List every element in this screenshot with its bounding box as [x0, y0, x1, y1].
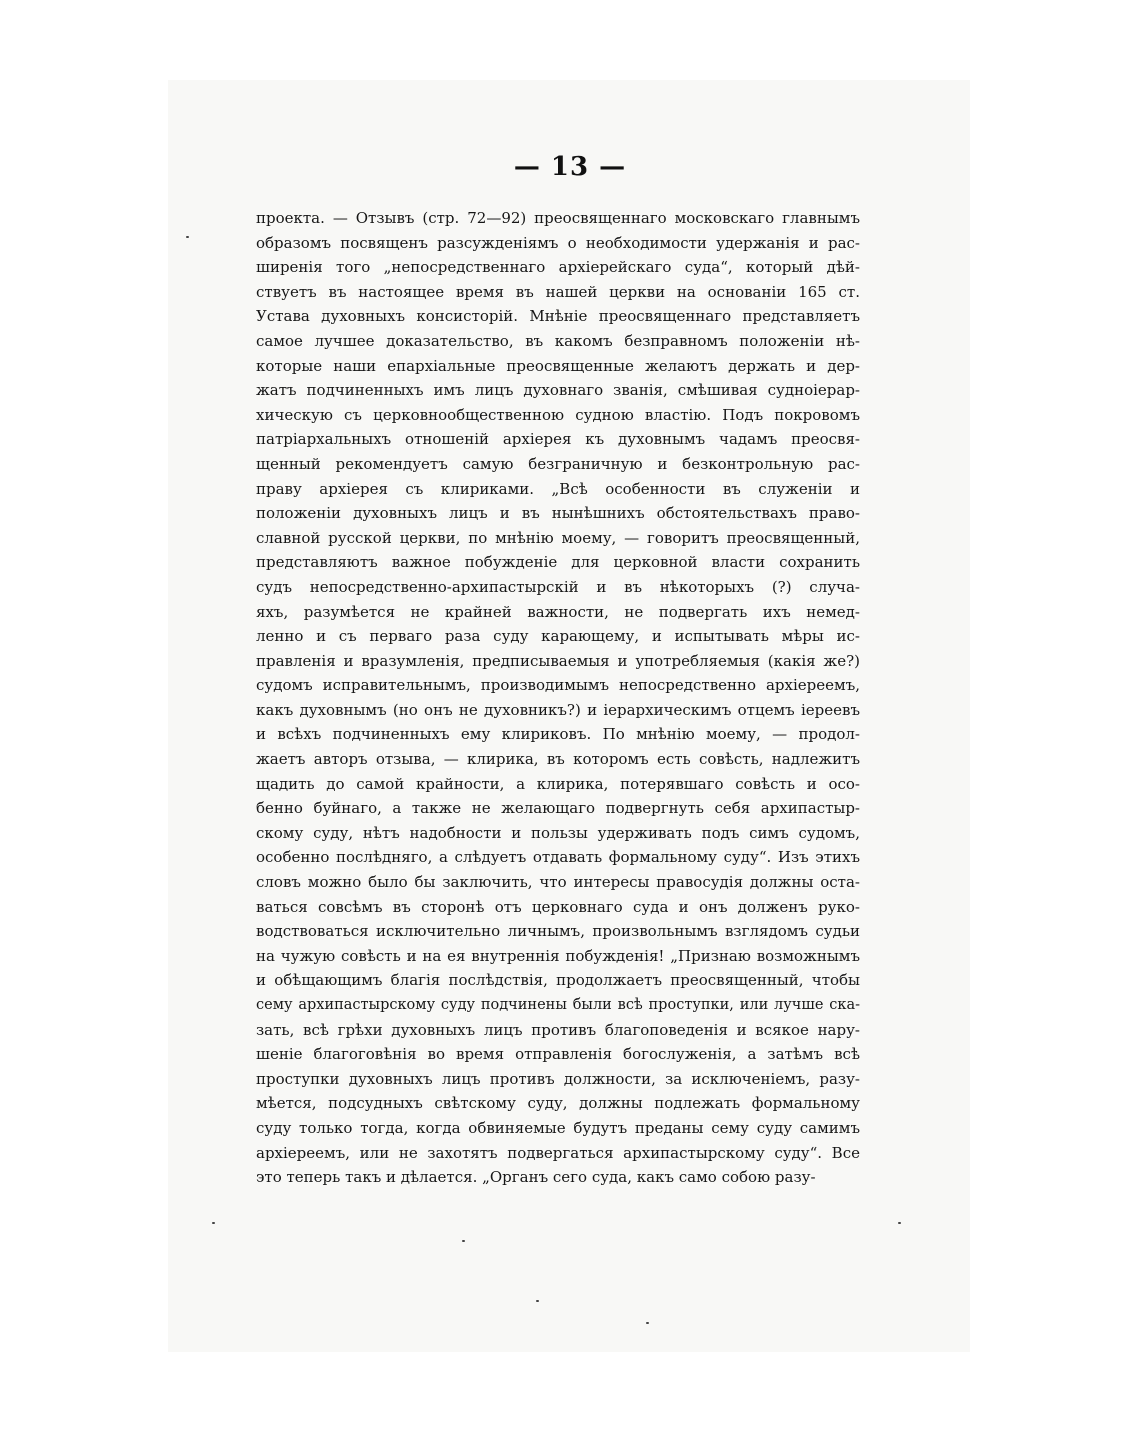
page-number: — 13 — [513, 152, 627, 182]
text-line: и обѣщающимъ благія послѣдствія, продолжаетъ преосвященный, чтобы [256, 971, 860, 990]
text-line: жатъ подчиненныхъ имъ лицъ духовнаго званія, смѣшивая судноіерар- [256, 381, 860, 400]
text-line: славной русской церкви, по мнѣнію моему, — говоритъ преосвященный, [256, 528, 860, 547]
text-line: какъ духовнымъ (но онъ не духовникъ?) и іерархическимъ отцемъ іереевъ [256, 700, 860, 719]
text-line: скому суду, нѣтъ надобности и пользы удерживать подъ симъ судомъ, [256, 823, 860, 842]
text-line: образомъ посвященъ разсужденіямъ о необходимости удержанія и рас- [256, 233, 860, 252]
text-line: сему архипастырскому суду подчинены были всѣ проступки, или лучше ска- [256, 997, 860, 1013]
text-line: ширенія того „непосредственнаго архіерейскаго суда“, который дѣй- [256, 258, 860, 277]
text-line: архіереемъ, или не захотятъ подвергаться архипастырскому суду“. Все [256, 1143, 860, 1162]
scan-speck [462, 1240, 465, 1242]
text-line: ленно и съ перваго раза суду карающему, и испытывать мѣры ис- [256, 627, 860, 646]
text-line: жаетъ авторъ отзыва, — клирика, въ которомъ есть совѣсть, надлежитъ [256, 750, 860, 769]
scan-speck [186, 236, 189, 238]
text-line: судъ непосредственно-архипастырскій и въ нѣкоторыхъ (?) случа- [256, 577, 860, 596]
scan-speck [536, 1300, 539, 1302]
text-line: суду только тогда, когда обвиняемые будутъ преданы сему суду самимъ [256, 1118, 860, 1137]
text-line: праву архіерея съ клириками. „Всѣ особенности въ служеніи и [256, 479, 860, 498]
text-line: Устава духовныхъ консисторій. Мнѣніе преосвященнаго представляетъ [256, 307, 860, 326]
text-line: хическую съ церковнообщественною судною властію. Подъ покровомъ [256, 405, 860, 424]
text-line: на чужую совѣсть и на ея внутреннія побужденія! „Признаю возможнымъ [256, 946, 860, 965]
text-line: проступки духовныхъ лицъ противъ должности, за исключеніемъ, разу- [256, 1069, 860, 1088]
text-line: ствуетъ въ настоящее время въ нашей церкви на основаніи 165 ст. [256, 282, 860, 301]
text-line: бенно буйнаго, а также не желающаго подвергнуть себя архипастыр- [256, 799, 860, 818]
text-line: патріархальныхъ отношеній архіерея къ духовнымъ чадамъ преосвя- [256, 430, 860, 449]
text-line: положеніи духовныхъ лицъ и въ нынѣшнихъ обстоятельствахъ право- [256, 504, 860, 523]
text-line: проекта. — Отзывъ (стр. 72—92) преосвященнаго московскаго главнымъ [256, 209, 860, 227]
text-line: и всѣхъ подчиненныхъ ему клириковъ. По мнѣнію моему, — продол- [256, 725, 860, 744]
scan-speck [646, 1322, 649, 1324]
text-line: зать, всѣ грѣхи духовныхъ лицъ противъ благоповеденія и всякое нару- [256, 1020, 860, 1039]
text-line: представляютъ важное побужденіе для церковной власти сохранить [256, 553, 860, 572]
text-line: шеніе благоговѣнія во время отправленія богослуженія, а затѣмъ всѣ [256, 1045, 860, 1064]
text-line: щадить до самой крайности, а клирика, потерявшаго совѣсть и осо- [256, 774, 860, 793]
text-line: словъ можно было бы заключить, что интересы правосудія должны оста- [256, 873, 860, 892]
text-line: которые наши епархіальные преосвященные желаютъ держать и дер- [256, 356, 860, 375]
text-line: особенно послѣдняго, а слѣдуетъ отдавать формальному суду“. Изъ этихъ [256, 848, 860, 867]
text-line: ваться совсѣмъ въ сторонѣ отъ церковнаго суда и онъ долженъ руко- [256, 897, 860, 916]
text-line: самое лучшее доказательство, въ какомъ безправномъ положеніи нѣ- [256, 331, 860, 350]
text-line: судомъ исправительнымъ, производимымъ непосредственно архіереемъ, [256, 676, 860, 695]
text-line: мѣется, подсудныхъ свѣтскому суду, должны подлежать формальному [256, 1094, 860, 1113]
text-line: щенный рекомендуетъ самую безграничную и безконтрольную рас- [256, 454, 860, 473]
body-text [256, 206, 860, 1190]
text-line: правленія и вразумленія, предписываемыя и употребляемыя (какія же?) [256, 651, 860, 670]
text-line: яхъ, разумѣется не крайней важности, не подвергать ихъ немед- [256, 602, 860, 621]
text-line: водствоваться исключительно личнымъ, произвольнымъ взглядомъ судьи [256, 922, 860, 941]
text-line: это теперь такъ и дѣлается. „Органъ сего суда, какъ само собою разу- [256, 1168, 816, 1187]
scan-speck [212, 1222, 215, 1224]
scan-speck [898, 1222, 901, 1224]
